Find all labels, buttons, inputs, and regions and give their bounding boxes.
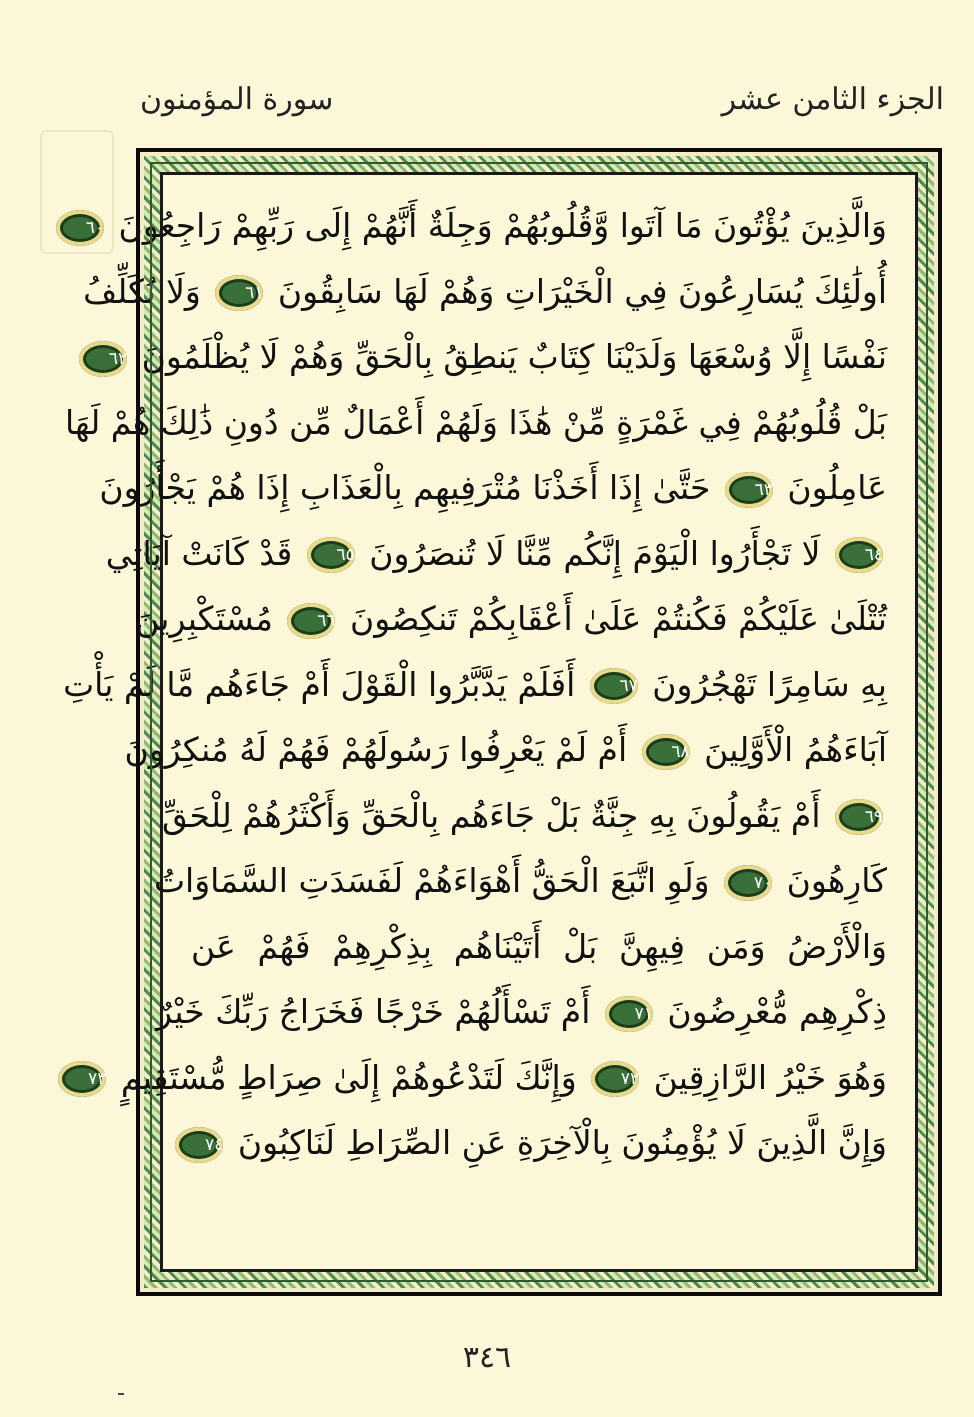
frame-ornament-band bbox=[63, 156, 934, 1288]
margin-mark bbox=[118, 1393, 124, 1395]
juz-header: الجزء الثامن عشر bbox=[721, 82, 944, 117]
ayah-number-marker bbox=[56, 210, 104, 246]
ayah-number: ٧٢ bbox=[620, 1069, 640, 1089]
verse-text: بِهِ سَامِرًا تَهْجُرُونَ bbox=[652, 664, 887, 704]
ayah-number: ٧٣ bbox=[88, 1069, 107, 1089]
ayah-number-marker bbox=[287, 603, 335, 639]
verse-text: عَامِلُونَ bbox=[787, 468, 887, 507]
verse-text: لَا تَجْأَرُوا الْيَوْمَ إِنَّكُم مِّنَّا لَا تُنصَرُونَ bbox=[369, 533, 821, 573]
verse-line bbox=[85, 193, 887, 259]
ayah-number-marker bbox=[591, 1061, 639, 1097]
surah-header: سورة المؤمنون bbox=[140, 82, 334, 117]
ayah-number: ٦٣ bbox=[754, 479, 773, 500]
verse-line bbox=[63, 652, 887, 718]
verse-text: وَالْأَرْضُ وَمَن فِيهِنَّ بَلْ أَتَيْنَاهُم بِذِكْرِهِمْ فَهُمْ عَن bbox=[191, 926, 887, 966]
verse-line bbox=[108, 324, 887, 390]
verse-text: حَتَّىٰ إِذَا أَخَذْنَا مُتْرَفِيهِم بِالْعَذَابِ إِذَا هُمْ يَجْأَرُونَ bbox=[99, 468, 711, 507]
ayah-number-marker bbox=[835, 537, 883, 573]
verse-text: أَمْ يَقُولُونَ بِهِ جِنَّةٌ بَلْ جَاءَهُم بِالْحَقِّ وَأَكْثَرُهُمْ لِلْحَقِّ bbox=[162, 795, 821, 835]
ayah-number: ٧١ bbox=[634, 1003, 653, 1024]
verse-text: أَفَلَمْ يَدَّبَّرُوا الْقَوْلَ أَمْ جَاءَهُم مَّا لَمْ يَأْتِ bbox=[63, 664, 576, 704]
verse-text: ذِكْرِهِم مُّعْرِضُونَ bbox=[667, 992, 887, 1031]
ayah-number: ٦٨ bbox=[671, 741, 690, 762]
page-number: ٣٤٦ bbox=[462, 1340, 512, 1375]
verse-line bbox=[83, 259, 887, 325]
ayah-number-marker bbox=[605, 996, 653, 1032]
verse-text: وَلَا نُكَلِّفُ bbox=[83, 271, 201, 311]
ayah-number: ٧٠ bbox=[753, 872, 773, 893]
ayah-number-marker bbox=[215, 275, 263, 311]
verse-text: وَهُوَ خَيْرُ الرَّازِقِينَ bbox=[653, 1057, 887, 1097]
ayah-number-marker bbox=[175, 1127, 223, 1163]
ayah-number: ٦٩ bbox=[864, 807, 883, 827]
verse-text: أَمْ تَسْأَلُهُمْ خَرْجًا فَخَرَاجُ رَبِّكَ خَيْرٌ bbox=[156, 992, 591, 1031]
ayah-number-marker bbox=[590, 668, 638, 704]
verse-line bbox=[191, 914, 887, 980]
frame-outer-border bbox=[63, 152, 938, 1292]
ayah-number-marker bbox=[307, 537, 355, 573]
verse-line bbox=[105, 521, 887, 587]
verse-text: تُتْلَىٰ عَلَيْكُمْ فَكُنتُمْ عَلَىٰ أَعْقَابِكُمْ تَنكِصُونَ bbox=[349, 599, 887, 638]
verse-text: وَالَّذِينَ يُؤْتُونَ مَا آتَوا وَّقُلُوبُهُمْ وَجِلَةٌ أَنَّهُمْ إِلَى رَبِّهِمْ رَاجِعُونَ bbox=[118, 206, 887, 245]
verse-text: أَمْ لَمْ يَعْرِفُوا رَسُولَهُمْ فَهُمْ لَهُ مُنكِرُونَ bbox=[124, 730, 628, 769]
verse-line bbox=[191, 1110, 887, 1176]
verse-text: مُسْتَكْبِرِينَ bbox=[135, 599, 273, 638]
ayah-number: ٦٧ bbox=[619, 676, 638, 696]
verse-text: آبَاءَهُمُ الْأَوَّلِينَ bbox=[704, 730, 887, 769]
verse-text: وَإِنَّ الَّذِينَ لَا يُؤْمِنُونَ بِالْآخِرَةِ عَنِ الصِّرَاطِ لَنَاكِبُونَ bbox=[237, 1123, 887, 1162]
verse-text: وَإِنَّكَ لَتَدْعُوهُمْ إِلَىٰ صِرَاطٍ مُّسْتَقِيمٍ bbox=[120, 1057, 577, 1097]
ayah-number: ٦٢ bbox=[108, 348, 128, 369]
text-panel bbox=[63, 172, 918, 1272]
ayah-number: ٦٦ bbox=[317, 610, 336, 631]
verse-line bbox=[88, 1045, 887, 1111]
verse-line bbox=[162, 783, 887, 849]
verse-line bbox=[156, 979, 887, 1045]
ayah-number-marker bbox=[79, 341, 127, 377]
verse-text: بَلْ قُلُوبُهُمْ فِي غَمْرَةٍ مِّنْ هَٰذَا وَلَهُمْ أَعْمَالٌ مِّن دُونِ ذَٰلِكَ هُمْ لَهَا bbox=[64, 402, 887, 442]
verse-line bbox=[153, 848, 887, 914]
verse-text: أُولَٰئِكَ يُسَارِعُونَ فِي الْخَيْرَاتِ وَهُمْ لَهَا سَابِقُونَ bbox=[277, 271, 887, 311]
ornamental-frame bbox=[63, 148, 942, 1296]
ayah-number-marker bbox=[725, 472, 773, 508]
ayah-number: ٧٤ bbox=[205, 1134, 224, 1155]
ayah-number: ٦١ bbox=[245, 283, 264, 303]
verse-line bbox=[124, 717, 887, 783]
verse-text: كَارِهُونَ bbox=[786, 861, 887, 900]
ayah-number-marker bbox=[835, 799, 883, 835]
ayah-number: ٦٠ bbox=[85, 217, 105, 238]
verse-text: نَفْسًا إِلَّا وُسْعَهَا وَلَدَيْنَا كِتَابٌ يَنطِقُ بِالْحَقِّ وَهُمْ لَا يُظْلَمُونَ bbox=[141, 337, 887, 376]
ayah-number-marker bbox=[58, 1061, 106, 1097]
verse-line bbox=[135, 586, 887, 652]
ayah-number-marker bbox=[642, 734, 690, 770]
verse-lines bbox=[63, 193, 887, 1176]
verse-line bbox=[64, 390, 887, 456]
ayah-number: ٦٤ bbox=[864, 545, 883, 565]
ayah-number-marker bbox=[724, 865, 772, 901]
verse-line bbox=[99, 455, 887, 521]
verse-text: قَدْ كَانَتْ آيَاتِي bbox=[105, 533, 293, 573]
ayah-number: ٦٥ bbox=[336, 545, 355, 565]
verse-text: وَلَوِ اتَّبَعَ الْحَقُّ أَهْوَاءَهُمْ لَفَسَدَتِ السَّمَاوَاتُ bbox=[153, 861, 710, 900]
